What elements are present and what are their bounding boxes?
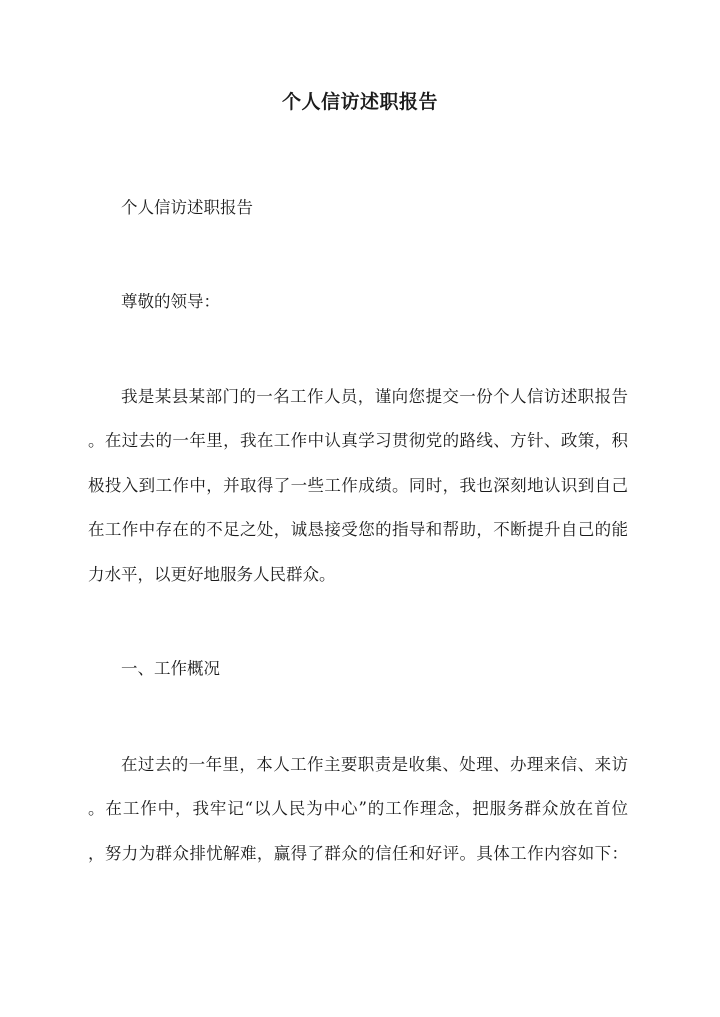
paragraph-2-line-2: 。在工作中，我牢记“以人民为中心”的工作理念，把服务群众放在首位 <box>88 799 628 818</box>
document-title: 个人信访述职报告 <box>281 91 438 113</box>
paragraph-1-line-4: 在工作中存在的不足之处，诚恳接受您的指导和帮助，不断提升自己的能 <box>88 520 628 539</box>
paragraph-1-line-2: 。在过去的一年里，我在工作中认真学习贯彻党的路线、方针、政策，积 <box>88 431 628 450</box>
document-subtitle: 个人信访述职报告 <box>121 198 253 217</box>
section-1-heading: 一、工作概况 <box>121 659 220 678</box>
paragraph-2-line-3: ，努力为群众排忧解难，赢得了群众的信任和好评。具体工作内容如下： <box>88 844 628 863</box>
paragraph-2-line-1: 在过去的一年里，本人工作主要职责是收集、处理、办理来信、来访 <box>121 755 628 774</box>
paragraph-1-line-5: 力水平，以更好地服务人民群众。 <box>88 565 336 584</box>
paragraph-1-line-1: 我是某县某部门的一名工作人员，谨向您提交一份个人信访述职报告 <box>121 387 628 406</box>
paragraph-1-line-3: 极投入到工作中，并取得了一些工作成绩。同时，我也深刻地认识到自己 <box>88 476 628 495</box>
salutation: 尊敬的领导： <box>121 292 220 311</box>
